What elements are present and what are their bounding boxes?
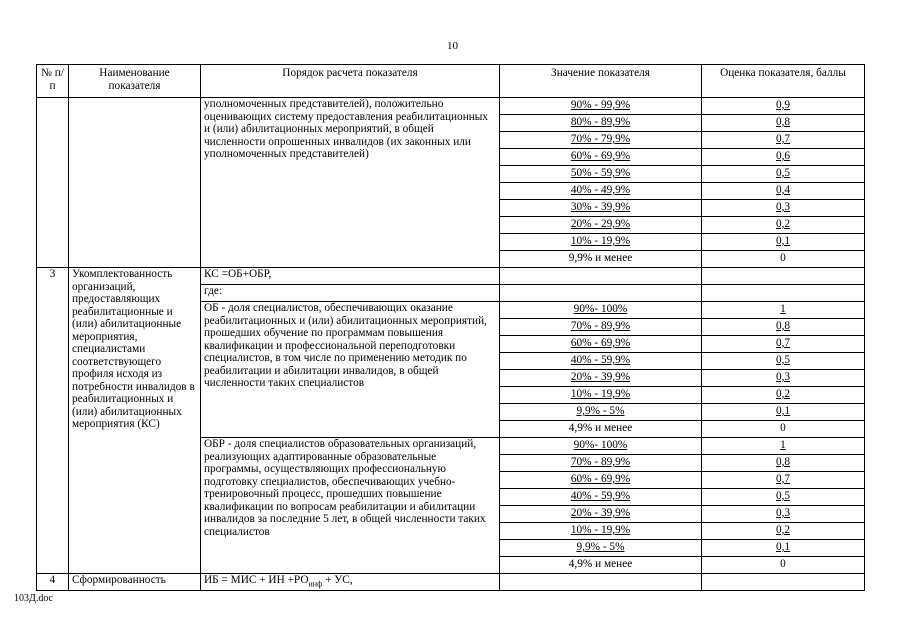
score-cell	[702, 268, 865, 285]
score-cell: 0,5	[702, 489, 865, 506]
value-cell: 80% - 89,9%	[500, 115, 702, 132]
table-row	[37, 98, 865, 115]
value-cell: 30% - 39,9%	[500, 200, 702, 217]
where-cell: где:	[201, 285, 500, 302]
value-cell: 50% - 59,9%	[500, 166, 702, 183]
value-cell: 60% - 69,9%	[500, 149, 702, 166]
table-header-row	[37, 65, 865, 98]
method-cell: уполномоченных представителей), положительно оценивающих систему предоставления реабилитационных и (или) абилитационных мероприятий, в общей численности опрошенных инвалидов (их законных или уполномоченных представителей)	[201, 98, 500, 268]
table-row	[37, 574, 865, 591]
score-cell: 0,9	[702, 98, 865, 115]
value-cell: 10% - 19,9%	[500, 234, 702, 251]
method-cell: ОБ - доля специалистов, обеспечивающих оказание реабилитационных и (или) абилитационных мероприятий, прошедших обучение по программам повышения квалификации и профессиональной переподготовки специалистов, в том числе по применению методик по реабилитации и абилитации инвалидов, в общей численности таких специалистов	[201, 302, 500, 438]
value-cell: 10% - 19,9%	[500, 387, 702, 404]
value-cell: 4,9% и менее	[500, 557, 702, 574]
value-cell: 40% - 49,9%	[500, 183, 702, 200]
row-num-cell: 3	[37, 268, 69, 574]
score-cell: 1	[702, 438, 865, 455]
value-cell: 90%- 100%	[500, 438, 702, 455]
score-cell: 0,3	[702, 200, 865, 217]
score-cell: 0,4	[702, 183, 865, 200]
formula-cell: ИБ = МИС + ИН $+РО_{инф}$ + УС,	[201, 574, 500, 591]
score-cell: 0	[702, 251, 865, 268]
value-cell	[500, 285, 702, 302]
value-cell: 60% - 69,9%	[500, 472, 702, 489]
value-cell: 60% - 69,9%	[500, 336, 702, 353]
score-cell: 0,2	[702, 387, 865, 404]
score-cell: 0,8	[702, 455, 865, 472]
header-value: Значение показателя	[500, 65, 702, 98]
score-cell: 0,1	[702, 540, 865, 557]
value-cell: 20% - 39,9%	[500, 370, 702, 387]
value-cell: 9,9% и менее	[500, 251, 702, 268]
score-cell: 0,7	[702, 336, 865, 353]
score-cell: 0,3	[702, 506, 865, 523]
value-cell: 20% - 29,9%	[500, 217, 702, 234]
footer-filename: 103Д.doc	[14, 593, 53, 604]
value-cell: 10% - 19,9%	[500, 523, 702, 540]
score-cell: 0,2	[702, 523, 865, 540]
value-cell: 9,9% - 5%	[500, 404, 702, 421]
score-cell: 0,7	[702, 132, 865, 149]
score-cell: 0	[702, 421, 865, 438]
header-method: Порядок расчета показателя	[201, 65, 500, 98]
value-cell: 70% - 79,9%	[500, 132, 702, 149]
row-num-cell	[37, 98, 69, 268]
row-num-cell: 4	[37, 574, 69, 591]
value-cell: 40% - 59,9%	[500, 353, 702, 370]
header-score: Оценка показателя, баллы	[702, 65, 865, 98]
value-cell: 90% - 99,9%	[500, 98, 702, 115]
score-cell	[702, 574, 865, 591]
value-cell: 70% - 89,9%	[500, 319, 702, 336]
score-cell: 0,1	[702, 404, 865, 421]
page-number: 10	[447, 40, 458, 52]
score-cell: 0,7	[702, 472, 865, 489]
value-cell	[500, 574, 702, 591]
score-cell: 0,2	[702, 217, 865, 234]
value-cell: 70% - 89,9%	[500, 455, 702, 472]
score-cell: 0,8	[702, 319, 865, 336]
header-num: № п/п	[37, 65, 69, 98]
value-cell: 9,9% - 5%	[500, 540, 702, 557]
score-cell	[702, 285, 865, 302]
value-cell	[500, 268, 702, 285]
score-cell: 0,5	[702, 353, 865, 370]
score-cell: 0,6	[702, 149, 865, 166]
score-cell: 0,8	[702, 115, 865, 132]
score-cell: 0,1	[702, 234, 865, 251]
value-cell: 40% - 59,9%	[500, 489, 702, 506]
score-cell: 0,5	[702, 166, 865, 183]
score-cell: 0,3	[702, 370, 865, 387]
score-cell: 1	[702, 302, 865, 319]
method-cell: ОБР - доля специалистов образовательных организаций, реализующих адаптированные образовательные программы, осуществляющих профессиональную подготовку специалистов, обеспечивающих учебно-тренировочный процесс, прошедших повышение квалификации по вопросам реабилитации и абилитации инвалидов за последние 5 лет, в общей численности таких специалистов	[201, 438, 500, 574]
indicator-name-cell: Сформированность	[69, 574, 201, 591]
header-name: Наименование показателя	[69, 65, 201, 98]
score-cell: 0	[702, 557, 865, 574]
value-cell: 20% - 39,9%	[500, 506, 702, 523]
indicator-name-cell: Укомплектованность организаций, предоставляющих реабилитационные и (или) абилитационные мероприятия, специалистами соответствующего профиля исходя из потребности инвалидов в реабилитационных и (или) абилитационных мероприятия (КС)	[69, 268, 201, 574]
indicator-table	[36, 64, 865, 591]
row-name-cell	[69, 98, 201, 268]
table-row	[37, 268, 865, 285]
value-cell: 4,9% и менее	[500, 421, 702, 438]
formula-cell: КС =ОБ+ОБР,	[201, 268, 500, 285]
value-cell: 90%- 100%	[500, 302, 702, 319]
